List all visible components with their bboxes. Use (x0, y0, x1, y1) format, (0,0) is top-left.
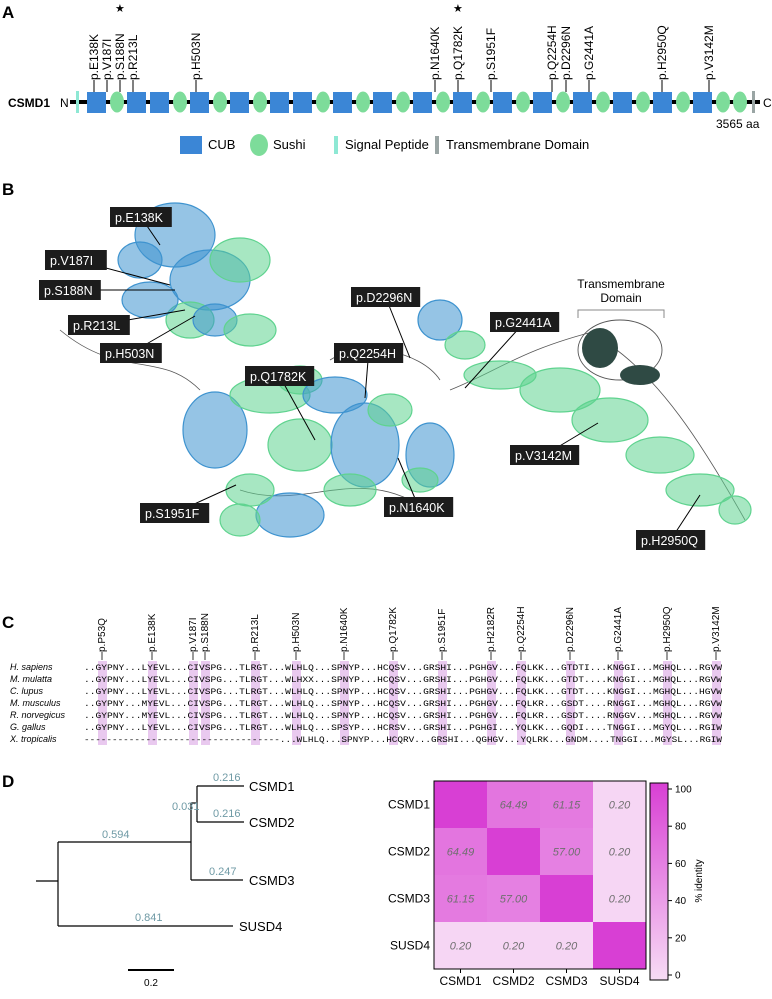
sushi-domain (596, 92, 610, 113)
leaf-susd4: SUSD4 (239, 919, 283, 934)
cub-domain (230, 92, 249, 113)
species-name: C. lupus (10, 686, 44, 696)
cub-domain (127, 92, 146, 113)
legend-tm-swatch (435, 136, 439, 154)
legend-signal-label: Signal Peptide (345, 137, 429, 152)
alignment-variant-header: p.R213L (250, 614, 261, 652)
colorbar-label: % identity (694, 859, 705, 903)
cub-domain (373, 92, 392, 113)
legend-cub-label: CUB (208, 137, 236, 152)
phylogenetic-tree (36, 786, 244, 926)
cub-domain (293, 92, 312, 113)
signal-peptide (76, 91, 79, 113)
sushi-domain (676, 92, 690, 113)
alignment-variant-header: p.H2182R (486, 606, 497, 652)
tm-label-line1: Transmembrane (577, 277, 665, 291)
heatmap-row-label: CSMD3 (387, 891, 430, 906)
heatmap-cell-value: 57.00 (552, 846, 581, 859)
alignment-variant-header: p.V3142M (711, 606, 722, 652)
heatmap-cell-value: 0.20 (608, 893, 631, 906)
structure-variant-label: p.S1951F (145, 507, 200, 521)
cub-domain (693, 92, 712, 113)
heatmap-cell-value: 61.15 (446, 893, 475, 906)
alignment-sequence: ..GYPNY...LYEVL...CIVSPG...TLRGT...WLHLQ...SPSYP...HCRSV...GRSHI...PGHGI...YQLKK...GQDI....TNGGI...MGYQL...RGIW (84, 723, 724, 733)
sushi-domain (253, 92, 267, 113)
identity-heatmap (388, 781, 646, 988)
tm-helix (620, 365, 660, 385)
legend-sushi-swatch (250, 134, 268, 156)
tm-bracket (578, 310, 664, 318)
domain-track (70, 91, 760, 113)
tree-scale-label: 0.2 (144, 978, 158, 989)
panel-d-letter: D (2, 772, 15, 791)
variant-label: p.Q1782K (451, 25, 465, 80)
structure-variant-label: p.Q2254H (339, 347, 396, 361)
variant-label: p.H2950Q (655, 25, 669, 80)
cub-domain (573, 92, 592, 113)
panel-b-letter: B (2, 180, 15, 199)
structure-domain (210, 238, 270, 282)
branch-length-susd4: 0.841 (135, 912, 163, 924)
sushi-domain (110, 92, 124, 113)
variant-label: p.V187I (100, 38, 114, 80)
alignment-sequence: ..GYPNY...MYEVL...CIVSPG...TLRGT...WLHLQ...SPNYP...HCQSV...GRSHI...PGHGV...FQLKR...GSDT....RNGGV...MGHQL...RGVW (84, 711, 724, 721)
heatmap-cell-value: 0.20 (449, 940, 472, 953)
alignment-variant-header: p.E138K (147, 613, 158, 652)
heatmap-col-label: CSMD2 (492, 974, 535, 988)
sushi-domain (516, 92, 530, 113)
branch-length-labels (102, 772, 241, 924)
variant-label: p.R213L (126, 34, 140, 80)
heatmap-col-label: CSMD1 (439, 974, 482, 988)
alignment-variant-header: p.Q1782K (388, 606, 399, 652)
sushi-domain (316, 92, 330, 113)
alignment-variant-headers (97, 606, 722, 660)
species-name: R. norvegicus (10, 710, 66, 720)
sushi-domain (436, 92, 450, 113)
variant-label: p.S1951F (484, 27, 498, 80)
structure-domain (224, 314, 276, 346)
sushi-domain (636, 92, 650, 113)
structure-variant-label: p.Q1782K (250, 370, 307, 384)
alignment-variant-header: p.H2950Q (662, 606, 673, 652)
c-terminus-label: C (763, 96, 772, 110)
variant-label: p.N1640K (428, 26, 442, 80)
heatmap-cell-value: 0.20 (502, 940, 525, 953)
structure-domain (572, 398, 648, 442)
heatmap-col-label: SUSD4 (599, 974, 640, 988)
legend-signal-swatch (334, 136, 338, 154)
cub-domain (653, 92, 672, 113)
cub-domain (533, 92, 552, 113)
alignment-sequence: ..GYPNY...LYEVL...CIVSPG...TLRGT...WLHLQ...SPNYP...HCQSV...GRSHI...PGHGV...FQLKK...GTDT....KNGGI...MGHQL...HGVW (84, 687, 724, 697)
structure-domain (226, 474, 274, 506)
sushi-domain (476, 92, 490, 113)
structure-domain (268, 419, 332, 471)
sushi-domain (356, 92, 370, 113)
alignment-sequence: ..GYPNY...LYEVL...CIVSPG...TLRGT...WLHLQ...SPNYP...HCQSV...GRSHI...PGHGV...FQLKK...GTDTI...KNGGI...MGHQL...RGVW (84, 663, 724, 673)
structure-variant-label: p.R213L (73, 319, 121, 333)
length-label: 3565 aa (716, 117, 760, 131)
variant-label: p.Q2254H (545, 25, 559, 80)
cub-domain (333, 92, 352, 113)
heatmap-cell-value: 0.20 (555, 940, 578, 953)
structure-variant-label: p.E138K (115, 211, 163, 225)
species-name: H. sapiens (10, 662, 53, 672)
structure-variant-label: p.H2950Q (641, 534, 698, 548)
cub-domain (613, 92, 632, 113)
sushi-domain (716, 92, 730, 113)
leaf-csmd1: CSMD1 (249, 779, 295, 794)
sushi-domain (396, 92, 410, 113)
heatmap-cell (487, 828, 540, 875)
legend-cub-swatch (180, 136, 202, 154)
colorbar-rect (650, 783, 668, 980)
heatmap-cell-value: 57.00 (499, 893, 528, 906)
cub-domain (453, 92, 472, 113)
alignment-variant-header: p.V187I (188, 617, 199, 652)
heatmap-cell-value: 0.20 (608, 799, 631, 812)
variant-label: p.D2296N (559, 25, 573, 80)
structure-variant-label: p.S188N (44, 284, 93, 298)
branch-length-csmd3: 0.247 (209, 866, 237, 878)
heatmap-cell (540, 875, 593, 922)
heatmap-colorbar (650, 783, 705, 982)
branch-length-csmd1: 0.216 (213, 772, 241, 784)
heatmap-row-label: SUSD4 (389, 938, 430, 953)
sushi-domain (733, 92, 747, 113)
structure-variant-label: p.G2441A (495, 316, 552, 330)
panel-c-letter: C (2, 613, 15, 632)
alignment-variant-header: p.S1951F (437, 608, 448, 652)
species-name: G. gallus (10, 722, 46, 732)
structure-variant-label: p.V187I (50, 254, 94, 268)
tree-leaf-labels (239, 779, 295, 934)
heatmap-cell-value: 64.49 (499, 799, 528, 812)
heatmap-cell-value: 61.15 (552, 799, 581, 812)
cub-domain (87, 92, 106, 113)
tm-helix-bundle (582, 328, 618, 368)
alignment-sequence: -----------------------------------...WLHLQ...SPNYP...HCQRV...GRSHI...QGHGV...YQLRK...GNDM....TNGGI...MGYSL...RGIW (84, 735, 723, 745)
alignment-rows (9, 662, 723, 745)
alignment-variant-header: p.Q2254H (516, 606, 527, 652)
panel-a-domain-map (8, 3, 772, 156)
alignment-sequence: ..GYPNY...MYEVL...CIVSPG...TLRGT...WLHLQ...SPNYP...HCQSV...GRSHI...PGHGV...FQLKR...GSDT....RNGGI...MGHQL...RGVW (84, 699, 724, 709)
legend-sushi-label: Sushi (273, 137, 306, 152)
panel-a-letter: A (2, 3, 15, 22)
variant-label: p.S188N (113, 33, 127, 80)
sushi-domain (173, 92, 187, 113)
variant-label: p.V3142M (702, 25, 716, 80)
protein-structure-render (60, 203, 751, 537)
transmembrane-domain (752, 91, 755, 113)
tm-label-line2: Domain (600, 291, 642, 305)
variant-labels (87, 3, 716, 92)
branch-length-inner: 0.031 (172, 801, 200, 813)
colorbar-tick-label: 20 (675, 933, 687, 945)
sushi-domain (213, 92, 227, 113)
heatmap-col-label: CSMD3 (545, 974, 588, 988)
protein-name: CSMD1 (8, 96, 51, 110)
species-name: M. musculus (10, 698, 61, 708)
panel-c-alignment (9, 606, 723, 745)
variant-label: p.G2441A (582, 25, 596, 80)
heatmap-row-label: CSMD1 (387, 797, 430, 812)
structure-variant-label: p.H503N (105, 347, 155, 361)
structure-domain (445, 331, 485, 359)
leaf-csmd3: CSMD3 (249, 873, 295, 888)
heatmap-cell (593, 922, 646, 969)
colorbar-tick-label: 60 (675, 858, 687, 870)
species-name: X. tropicalis (10, 734, 57, 744)
alignment-variant-header: p.P53Q (97, 618, 108, 652)
cub-domain (413, 92, 432, 113)
panel-b-structure (39, 203, 751, 550)
heatmap-cell-value: 0.20 (608, 846, 631, 859)
heatmap-cell (434, 781, 487, 828)
alignment-variant-header: p.N1640K (339, 607, 350, 652)
structure-variant-label: p.N1640K (389, 501, 445, 515)
variant-label: p.H503N (189, 32, 203, 80)
legend-tm-label: Transmembrane Domain (446, 137, 590, 152)
cub-domain (150, 92, 169, 113)
heatmap-cell-value: 64.49 (446, 846, 475, 859)
colorbar-tick-label: 80 (675, 821, 687, 833)
panel-d-phylogeny (36, 772, 705, 989)
domain-legend (180, 134, 589, 156)
alignment-variant-header: p.H503N (291, 612, 302, 652)
sushi-domain (556, 92, 570, 113)
alignment-variant-header: p.S188N (200, 613, 211, 652)
cub-domain (270, 92, 289, 113)
alignment-sequence: ..GYPNY...LYEVL...CIVSPG...TLRGT...WLHXX...SPNYP...HCQSV...GRSHI...PGHGV...FQLKK...GTDT....KNGGI...MGHQL...RGVW (84, 675, 724, 685)
alignment-variant-header: p.G2441A (613, 606, 624, 652)
alignment-variant-header: p.D2296N (565, 606, 576, 652)
star-marker: ★ (115, 3, 125, 15)
structure-domain (220, 504, 260, 536)
star-marker: ★ (453, 3, 463, 15)
cub-domain (493, 92, 512, 113)
n-terminus-label: N (60, 96, 69, 110)
structure-domain (324, 474, 376, 506)
colorbar-ticks (668, 785, 692, 982)
structure-domain (719, 496, 751, 524)
cub-domain (190, 92, 209, 113)
colorbar-tick-label: 0 (675, 970, 681, 982)
colorbar-tick-label: 40 (675, 896, 687, 908)
branch-length-csmd2: 0.216 (213, 808, 241, 820)
branch-length-cluster: 0.594 (102, 829, 130, 841)
variant-label: p.E138K (87, 33, 101, 80)
structure-variant-label: p.D2296N (356, 291, 413, 305)
colorbar-tick-label: 100 (675, 784, 692, 796)
structure-domain (368, 394, 412, 426)
structure-domain (626, 437, 694, 473)
structure-variant-label: p.V3142M (515, 449, 572, 463)
species-name: M. mulatta (10, 674, 53, 684)
heatmap-row-label: CSMD2 (387, 844, 430, 859)
leaf-csmd2: CSMD2 (249, 815, 295, 830)
